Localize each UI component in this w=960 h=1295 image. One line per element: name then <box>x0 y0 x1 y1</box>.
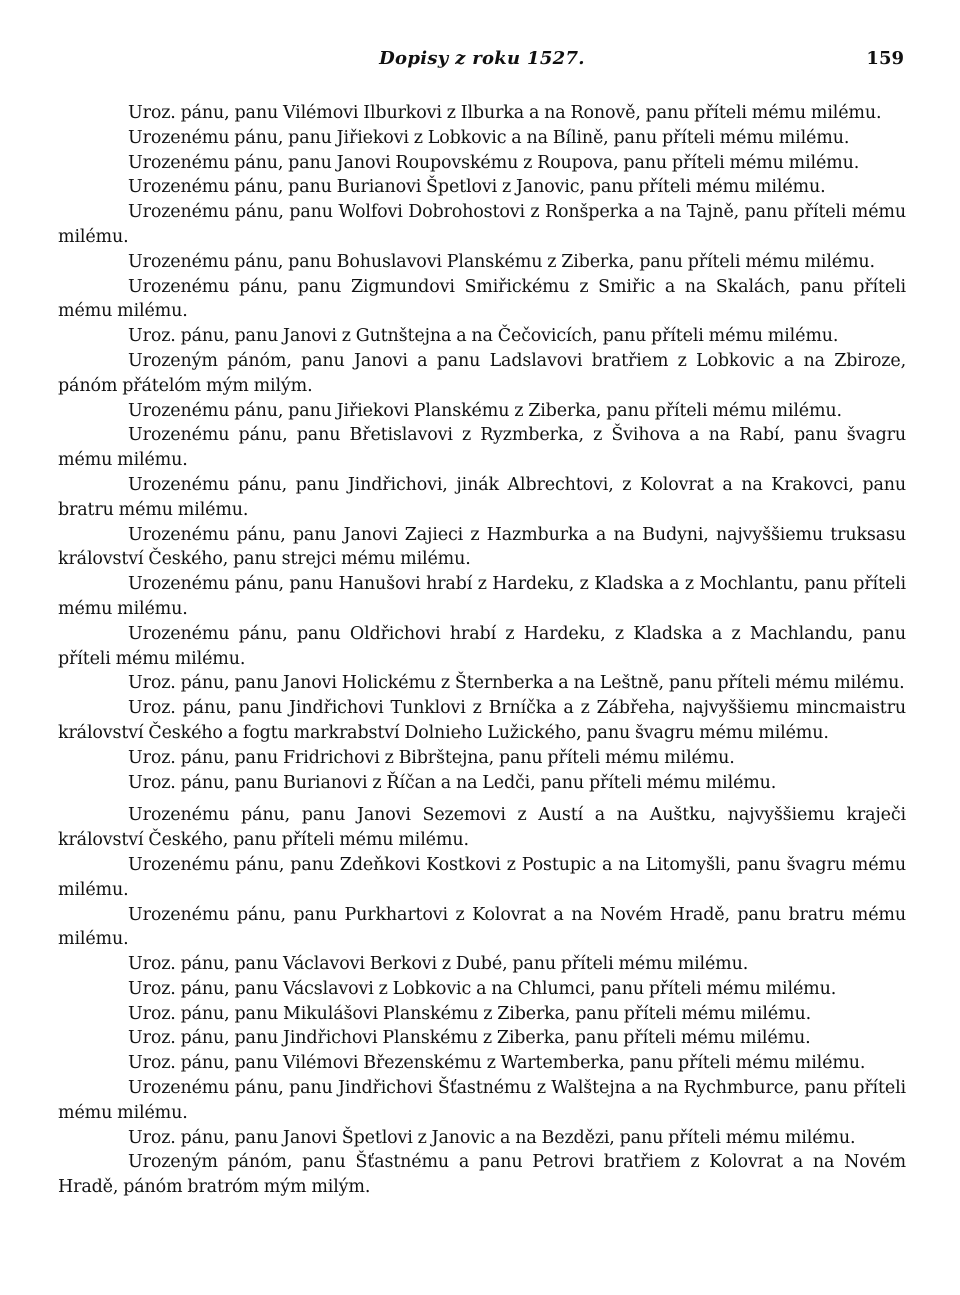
address-entry: Urozeným pánóm, panu Šťastnému a panu Petrovi bratřiem z Kolovrat a na Novém Hradě, pánóm bratróm mým milým. <box>58 1152 906 1198</box>
address-list <box>58 101 906 1200</box>
address-entry: Urozenému pánu, panu Oldřichovi hrabí z Hardeku, z Kladska a z Machlandu, panu příteli mému milému. <box>58 623 906 669</box>
running-title: Dopisy z roku 1527. <box>379 48 585 69</box>
address-entry: Uroz. pánu, panu Vilémovi Březenskému z Wartemberka, panu příteli mému milému. <box>128 1053 866 1074</box>
address-entry: Uroz. pánu, panu Mikulášovi Planskému z Ziberka, panu příteli mému milému. <box>128 1003 811 1024</box>
address-entry: Urozenému pánu, panu Břetislavovi z Ryzmberka, z Švihova a na Rabí, panu švagru mému milému. <box>58 425 906 471</box>
address-entry: Uroz. pánu, panu Janovi Holickému z Šternberka a na Leštně, panu příteli mému milému. <box>128 673 905 694</box>
address-entry: Urozenému pánu, panu Jindřichovi Šťastnému z Walštejna a na Rychmburce, panu příteli mému milému. <box>58 1078 906 1123</box>
address-entry: Urozenému pánu, panu Janovi Sezemovi z Austí a na Auštku, najvyššiemu kraječi království Českého, panu příteli mému milému. <box>58 805 906 851</box>
address-entry: Urozenému pánu, panu Bohuslavovi Planskému z Ziberka, panu příteli mému milému. <box>128 251 875 272</box>
address-entry: Uroz. pánu, panu Fridrichovi z Bibrštejna, panu příteli mému milému. <box>128 747 735 768</box>
address-entry: Urozenému pánu, panu Jiřiekovi Planskému z Ziberka, panu příteli mému milému. <box>128 400 842 421</box>
document-page <box>58 0 906 1295</box>
address-entry: Uroz. pánu, panu Vácslavovi z Lobkovic a na Chlumci, panu příteli mému milému. <box>128 978 837 999</box>
address-entry: Uroz. pánu, panu Jindřichovi Planskému z Ziberka, panu příteli mému milému. <box>128 1028 811 1049</box>
address-entry: Urozenému pánu, panu Wolfovi Dobrohostovi z Ronšperka a na Tajně, panu příteli mému milému. <box>58 202 906 247</box>
address-entry: Urozeným pánóm, panu Janovi a panu Ladslavovi bratřiem z Lobkovic a na Zbiroze, pánóm přátelóm mým milým. <box>58 350 906 396</box>
address-entry: Urozenému pánu, panu Janovi Zajieci z Hazmburka a na Budyni, najvyššiemu truksasu království Českého, panu strejci mému milému. <box>58 524 906 570</box>
address-entry: Urozenému pánu, panu Jindřichovi, jinák Albrechtovi, z Kolovrat a na Krakovci, panu bratru mému milému. <box>58 474 906 520</box>
address-entry: Uroz. pánu, panu Janovi Špetlovi z Janovic a na Bezdězi, panu příteli mému milému. <box>128 1127 856 1148</box>
address-entry: Uroz. pánu, panu Václavovi Berkovi z Dubé, panu příteli mému milému. <box>128 954 749 975</box>
address-entry: Uroz. pánu, panu Burianovi z Říčan a na Ledči, panu příteli mému milému. <box>128 772 777 793</box>
page-header <box>58 48 906 74</box>
page-number: 159 <box>866 48 904 69</box>
address-entry: Urozenému pánu, panu Janovi Roupovskému z Roupova, panu příteli mému milému. <box>128 152 860 173</box>
address-entry: Urozenému pánu, panu Purkhartovi z Kolovrat a na Novém Hradě, panu bratru mému milému. <box>58 904 906 950</box>
address-entry: Urozenému pánu, panu Zdeňkovi Kostkovi z Postupic a na Litomyšli, panu švagru mému milému. <box>58 854 906 900</box>
address-entry: Urozenému pánu, panu Hanušovi hrabí z Hardeku, z Kladska a z Mochlantu, panu příteli mému milému. <box>58 574 906 619</box>
address-entry: Urozenému pánu, panu Jiřiekovi z Lobkovic a na Bílině, panu příteli mému milému. <box>128 127 850 148</box>
address-entry: Uroz. pánu, panu Jindřichovi Tunklovi z Brníčka a z Zábřeha, najvyššiemu mincmaistru království Českého a fogtu markrabství Dolnieho Lužického, panu švagru mému milému. <box>58 698 906 743</box>
address-entry: Uroz. pánu, panu Vilémovi Ilburkovi z Ilburka a na Ronově, panu příteli mému milému. <box>128 103 882 123</box>
address-entry: Urozenému pánu, panu Burianovi Špetlovi z Janovic, panu příteli mému milému. <box>128 177 826 198</box>
address-entry: Uroz. pánu, panu Janovi z Gutnštejna a na Čečovicích, panu příteli mému milému. <box>128 326 839 347</box>
address-entry: Urozenému pánu, panu Zigmundovi Smiřickému z Smiřic a na Skalách, panu příteli mému milému. <box>58 276 906 322</box>
